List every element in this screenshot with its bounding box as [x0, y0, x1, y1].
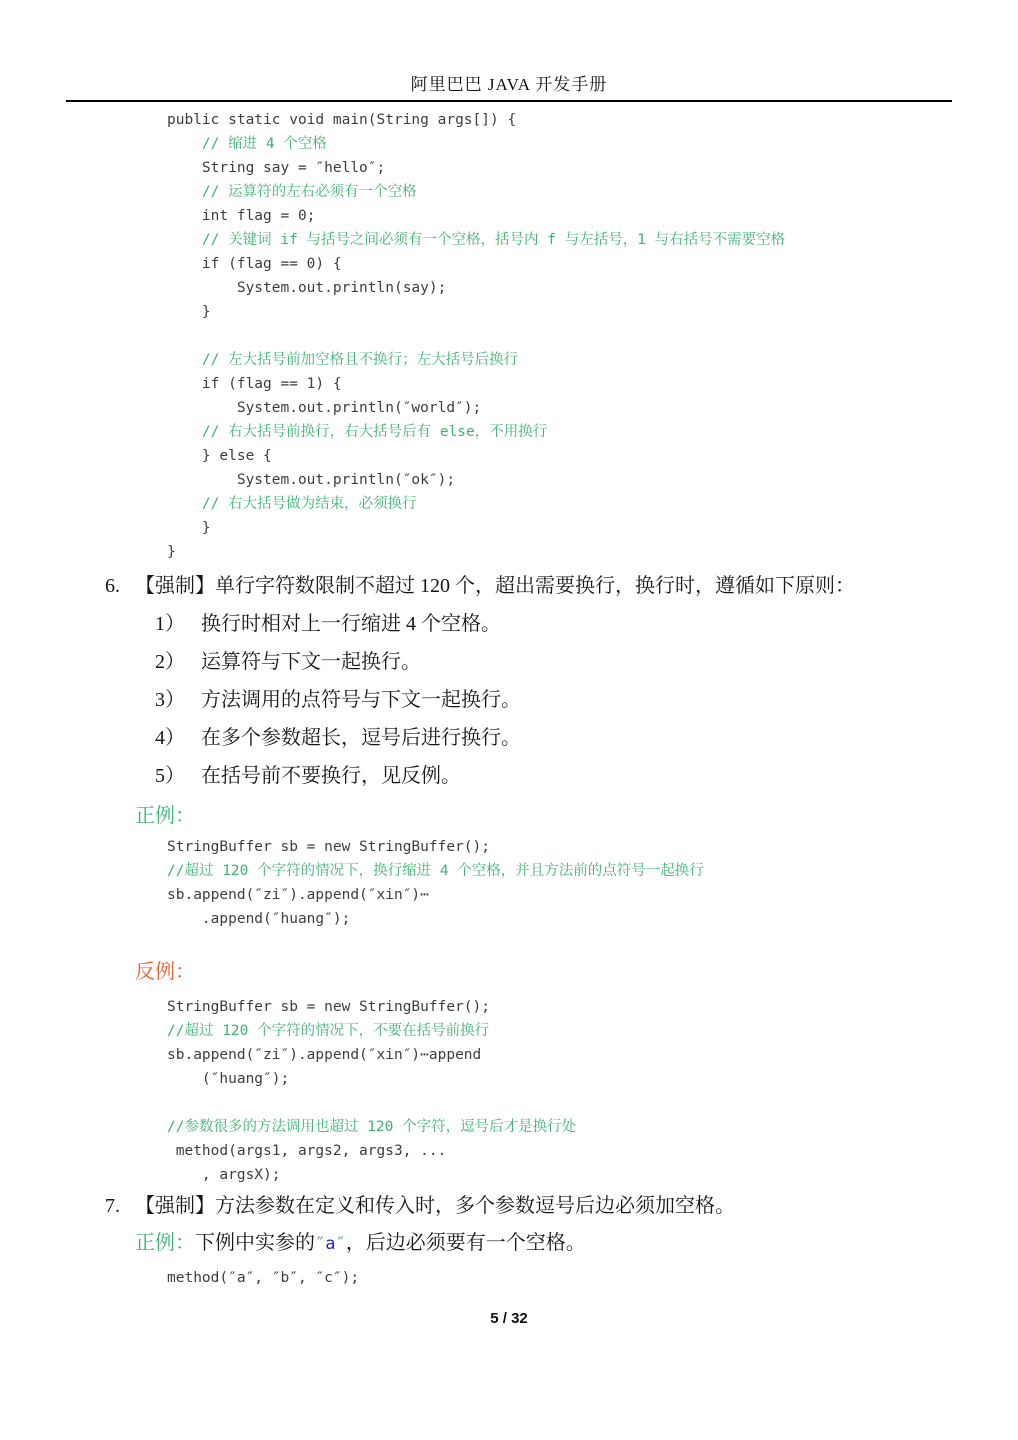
code-line: System.out.println(say);: [167, 280, 447, 296]
code-line: , argsX);: [167, 1167, 281, 1183]
rule-item-6-number: 6.: [105, 575, 120, 597]
header-divider: [66, 100, 952, 102]
code-comment-line: // 右大括号做为结束，必须换行: [167, 496, 417, 512]
code-comment-line: // 运算符的左右必须有一个空格: [167, 184, 417, 200]
code-line: if (flag == 0) {: [167, 256, 342, 272]
code-line: } else {: [167, 448, 272, 464]
sub-item-2: [155, 643, 1018, 681]
sub-item-1-text: 换行时相对上一行缩进 4 个空格。: [201, 613, 501, 635]
rule-item-7-text: 【强制】方法参数在定义和传入时，多个参数逗号后边必须加空格。: [135, 1195, 735, 1217]
code-line: String say = ″hello″;: [167, 160, 386, 176]
code-line: int flag = 0;: [167, 208, 316, 224]
rule-item-6-sublist: [155, 605, 1018, 795]
sub-item-3-number: 3）: [155, 689, 185, 711]
code-line: .append(″huang″);: [167, 911, 351, 927]
sub-item-3: [155, 681, 1018, 719]
sub-item-5-text: 在括号前不要换行，见反例。: [201, 765, 461, 787]
code-line: }: [167, 544, 176, 560]
code-comment-line: // 关键词 if 与括号之间必须有一个空格，括号内 f 与左括号，1 与右括号不需要空格: [167, 232, 786, 248]
text-segment-body: 下例中实参的: [195, 1232, 315, 1254]
code-comment-line: // 左大括号前加空格且不换行；左大括号后换行: [167, 352, 519, 368]
code-comment-line: //参数很多的方法调用也超过 120 个字符，逗号后才是换行处: [167, 1119, 577, 1135]
rule-item-7-number: 7.: [105, 1195, 120, 1217]
rule-item-7-positive-example-line: [135, 1225, 1018, 1262]
sub-item-5: [155, 757, 1018, 795]
code-block-main-example: [167, 108, 1018, 564]
code-line: StringBuffer sb = new StringBuffer();: [167, 839, 491, 855]
code-line: sb.append(″zi″).append(″xin″)⋯: [167, 887, 429, 903]
code-line: method(″a″, ″b″, ″c″);: [167, 1270, 360, 1286]
code-line: (″huang″);: [167, 1071, 290, 1087]
code-comment-line: // 右大括号前换行，右大括号后有 else，不用换行: [167, 424, 548, 440]
sub-item-5-number: 5）: [155, 765, 185, 787]
code-line: [167, 324, 1018, 348]
rule-item-7: [105, 1187, 1018, 1225]
sub-item-2-text: 运算符与下文一起换行。: [201, 651, 421, 673]
positive-example-label: 正例：: [135, 805, 195, 827]
code-block-method-example: [167, 1266, 1018, 1290]
code-line: System.out.println(″world″);: [167, 400, 482, 416]
code-line: [167, 1091, 1018, 1115]
negative-example-label: 反例：: [135, 961, 195, 983]
sub-item-1: [155, 605, 1018, 643]
sub-item-2-number: 2）: [155, 651, 185, 673]
code-line: }: [167, 304, 211, 320]
text-segment-blue: a: [325, 1234, 336, 1254]
page-header: [0, 0, 1018, 102]
code-line: System.out.println(″ok″);: [167, 472, 456, 488]
page-title: 阿里巴巴 JAVA 开发手册: [410, 75, 608, 94]
sub-item-4-number: 4）: [155, 727, 185, 749]
sub-item-1-number: 1）: [155, 613, 185, 635]
text-segment-body: ，后边必须要有一个空格。: [345, 1232, 586, 1254]
code-line: }: [167, 520, 211, 536]
code-comment-line: //超过 120 个字符的情况下，不要在括号前换行: [167, 1023, 490, 1039]
text-segment-green: 正例：: [135, 1232, 195, 1254]
page-footer: [0, 1310, 1018, 1328]
sub-item-3-text: 方法调用的点符号与下文一起换行。: [201, 689, 521, 711]
text-segment-green: ″: [315, 1234, 326, 1254]
code-comment-line: //超过 120 个字符的情况下，换行缩进 4 个空格，并且方法前的点符号一起换行: [167, 863, 704, 879]
code-line: public static void main(String args[]) {: [167, 112, 517, 128]
sub-item-4-text: 在多个参数超长，逗号后进行换行。: [201, 727, 521, 749]
code-comment-line: // 缩进 4 个空格: [167, 136, 327, 152]
code-line: StringBuffer sb = new StringBuffer();: [167, 999, 491, 1015]
text-segment-green: ″: [335, 1234, 346, 1254]
rule-item-6: [105, 567, 1018, 605]
code-block-negative-example: [167, 995, 1018, 1187]
sub-item-4: [155, 719, 1018, 757]
page-number: 5 / 32: [490, 1310, 528, 1327]
rule-item-6-text: 【强制】单行字符数限制不超过 120 个，超出需要换行，换行时，遵循如下原则：: [135, 575, 855, 597]
code-line: method(args1, args2, args3, ...: [167, 1143, 447, 1159]
code-block-positive-example: [167, 835, 1018, 931]
code-line: if (flag == 1) {: [167, 376, 342, 392]
code-line: sb.append(″zi″).append(″xin″)⋯append: [167, 1047, 482, 1063]
